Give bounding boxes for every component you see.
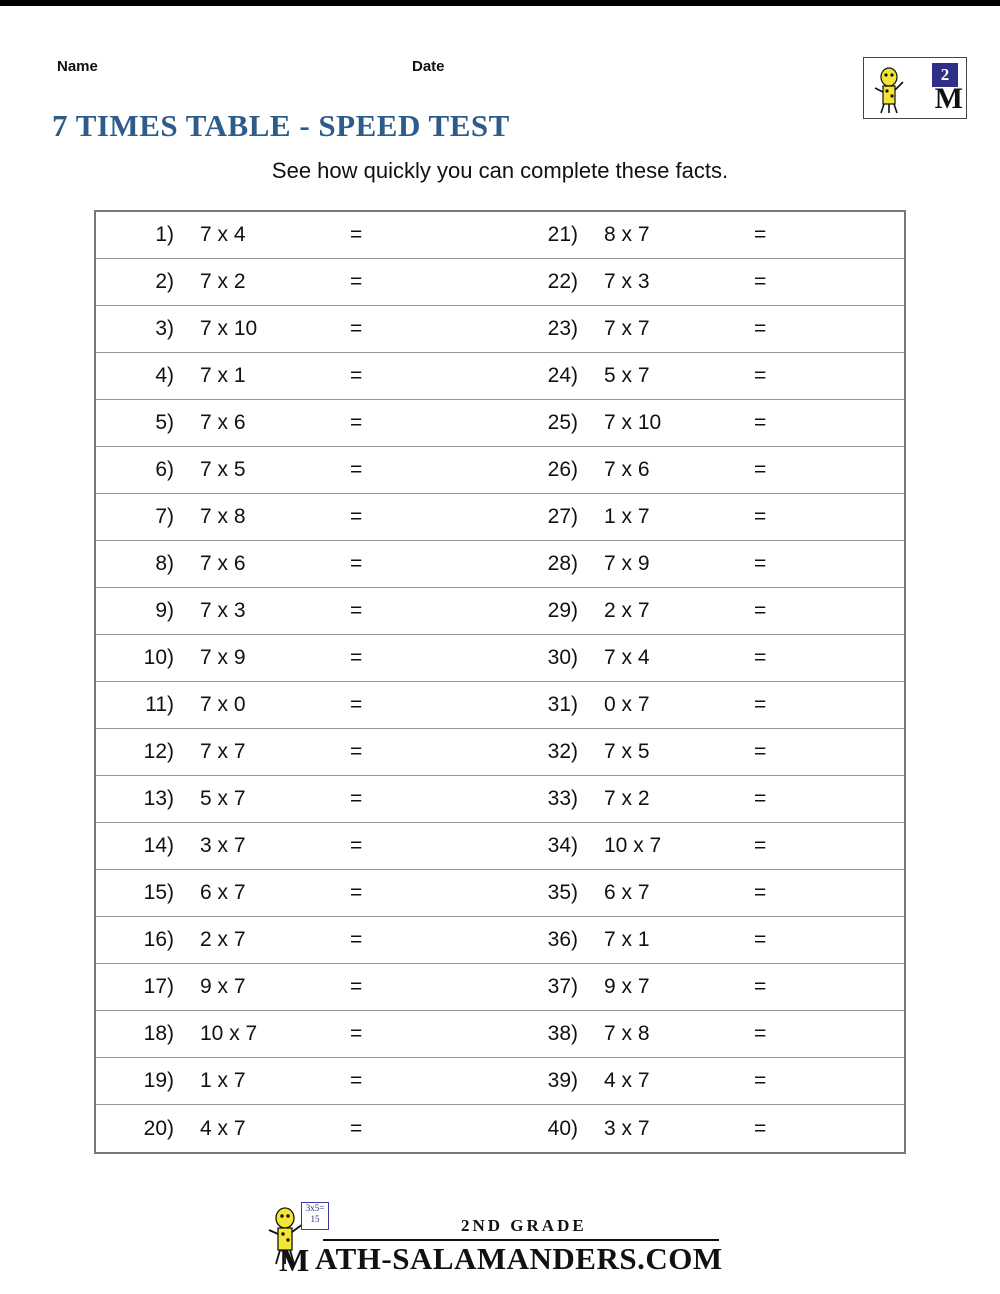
problem-cell bbox=[500, 447, 904, 493]
problem-number: 27) bbox=[547, 505, 578, 528]
problem-number: 2) bbox=[155, 270, 174, 293]
problem-number: 19) bbox=[143, 1069, 174, 1092]
equals-sign[interactable]: = bbox=[754, 881, 767, 904]
table-row bbox=[96, 447, 904, 494]
equals-sign[interactable]: = bbox=[754, 411, 767, 434]
problem-cell bbox=[96, 1058, 500, 1104]
problem-number: 3) bbox=[155, 317, 174, 340]
equals-sign[interactable]: = bbox=[754, 834, 767, 857]
equals-sign[interactable]: = bbox=[350, 881, 363, 904]
problem-number: 35) bbox=[547, 881, 578, 904]
problem-cell bbox=[96, 212, 500, 258]
problem-cell bbox=[96, 917, 500, 963]
problem-fact: 7 x 6 bbox=[200, 411, 246, 434]
problem-cell bbox=[500, 212, 904, 258]
problem-fact: 10 x 7 bbox=[604, 834, 662, 857]
table-row bbox=[96, 541, 904, 588]
problem-fact: 7 x 6 bbox=[200, 552, 246, 575]
problem-fact: 6 x 7 bbox=[200, 881, 246, 904]
problem-fact: 4 x 7 bbox=[200, 1116, 246, 1140]
problem-cell bbox=[500, 494, 904, 540]
equals-sign[interactable]: = bbox=[754, 505, 767, 528]
equals-sign[interactable]: = bbox=[754, 552, 767, 575]
problem-fact: 3 x 7 bbox=[200, 834, 246, 857]
problem-number: 24) bbox=[547, 364, 578, 387]
worksheet-header bbox=[0, 58, 1000, 88]
problem-fact: 7 x 3 bbox=[200, 599, 246, 622]
problem-number: 15) bbox=[143, 881, 174, 904]
problem-cell bbox=[96, 1011, 500, 1057]
equals-sign[interactable]: = bbox=[754, 787, 767, 810]
site-url: ATH-SALAMANDERS.COM bbox=[315, 1241, 723, 1276]
problem-number: 4) bbox=[155, 364, 174, 387]
problem-fact: 8 x 7 bbox=[604, 223, 650, 246]
problem-number: 26) bbox=[547, 458, 578, 481]
problem-cell bbox=[96, 870, 500, 916]
table-row bbox=[96, 1011, 904, 1058]
table-row bbox=[96, 212, 904, 259]
problem-cell bbox=[500, 682, 904, 728]
problem-fact: 7 x 3 bbox=[604, 270, 650, 293]
m-mark-icon: M bbox=[279, 1242, 307, 1278]
problem-fact: 5 x 7 bbox=[604, 364, 650, 387]
table-row bbox=[96, 494, 904, 541]
problem-cell bbox=[96, 588, 500, 634]
problem-fact: 7 x 4 bbox=[200, 223, 246, 246]
name-label: Name bbox=[57, 58, 98, 75]
problem-number: 5) bbox=[155, 411, 174, 434]
equals-sign[interactable]: = bbox=[754, 693, 767, 716]
equals-sign[interactable]: = bbox=[350, 552, 363, 575]
problem-number: 22) bbox=[547, 270, 578, 293]
problem-fact: 2 x 7 bbox=[200, 928, 246, 951]
problem-fact: 9 x 7 bbox=[604, 975, 650, 998]
problem-cell bbox=[500, 917, 904, 963]
problem-fact: 10 x 7 bbox=[200, 1022, 258, 1045]
equals-sign[interactable]: = bbox=[350, 1069, 363, 1092]
date-label: Date bbox=[412, 58, 445, 75]
problem-cell bbox=[500, 635, 904, 681]
problem-fact: 7 x 9 bbox=[200, 646, 246, 669]
problem-cell bbox=[96, 494, 500, 540]
equals-sign[interactable]: = bbox=[754, 364, 767, 387]
problem-number: 39) bbox=[547, 1069, 578, 1092]
problem-number: 28) bbox=[547, 552, 578, 575]
equals-sign[interactable]: = bbox=[350, 1116, 363, 1140]
equals-sign[interactable]: = bbox=[754, 740, 767, 763]
problem-number: 34) bbox=[547, 834, 578, 857]
table-row bbox=[96, 682, 904, 729]
problem-cell bbox=[500, 964, 904, 1010]
problem-cell bbox=[500, 1105, 904, 1152]
problem-cell bbox=[96, 776, 500, 822]
problem-fact: 7 x 1 bbox=[200, 364, 246, 387]
problem-number: 7) bbox=[155, 505, 174, 528]
problem-fact: 9 x 7 bbox=[200, 975, 246, 998]
problem-number: 33) bbox=[547, 787, 578, 810]
table-row bbox=[96, 870, 904, 917]
footer bbox=[0, 1196, 1000, 1288]
problem-fact: 7 x 10 bbox=[604, 411, 662, 434]
problem-number: 17) bbox=[143, 975, 174, 998]
problem-fact: 7 x 7 bbox=[200, 740, 246, 763]
problem-fact: 7 x 8 bbox=[604, 1022, 650, 1045]
table-row bbox=[96, 729, 904, 776]
equals-sign[interactable]: = bbox=[350, 505, 363, 528]
equals-sign[interactable]: = bbox=[754, 646, 767, 669]
problem-fact: 7 x 5 bbox=[604, 740, 650, 763]
salamander-mascot-icon bbox=[870, 64, 910, 114]
table-row bbox=[96, 353, 904, 400]
problem-number: 9) bbox=[155, 599, 174, 622]
equals-sign[interactable]: = bbox=[350, 599, 363, 622]
problem-cell bbox=[96, 1105, 500, 1152]
problem-cell bbox=[500, 729, 904, 775]
problem-fact: 1 x 7 bbox=[604, 505, 650, 528]
math-salamanders-logo bbox=[863, 57, 967, 119]
equals-sign[interactable]: = bbox=[754, 270, 767, 293]
equals-sign[interactable]: = bbox=[754, 1116, 767, 1140]
equals-sign[interactable]: = bbox=[350, 458, 363, 481]
problem-cell bbox=[500, 306, 904, 352]
equals-sign[interactable]: = bbox=[754, 1022, 767, 1045]
problem-cell bbox=[500, 541, 904, 587]
problem-number: 23) bbox=[547, 317, 578, 340]
problem-fact: 7 x 5 bbox=[200, 458, 246, 481]
problem-number: 38) bbox=[547, 1022, 578, 1045]
equals-sign[interactable]: = bbox=[350, 1022, 363, 1045]
problem-number: 16) bbox=[143, 928, 174, 951]
problem-fact: 7 x 6 bbox=[604, 458, 650, 481]
problem-cell bbox=[96, 259, 500, 305]
equals-sign[interactable]: = bbox=[350, 975, 363, 998]
problem-fact: 7 x 4 bbox=[604, 646, 650, 669]
problem-fact: 7 x 9 bbox=[604, 552, 650, 575]
equals-sign[interactable]: = bbox=[350, 270, 363, 293]
problem-number: 13) bbox=[143, 787, 174, 810]
table-row bbox=[96, 635, 904, 682]
table-row bbox=[96, 259, 904, 306]
equals-sign[interactable]: = bbox=[350, 223, 363, 246]
problem-fact: 7 x 8 bbox=[200, 505, 246, 528]
table-row bbox=[96, 306, 904, 353]
table-row bbox=[96, 1105, 904, 1152]
problem-number: 11) bbox=[145, 693, 174, 716]
table-row bbox=[96, 400, 904, 447]
grade-badge: 2 bbox=[932, 63, 958, 87]
problem-cell bbox=[96, 964, 500, 1010]
equals-sign[interactable]: = bbox=[350, 646, 363, 669]
problem-number: 25) bbox=[547, 411, 578, 434]
problem-fact: 7 x 2 bbox=[200, 270, 246, 293]
problem-number: 12) bbox=[143, 740, 174, 763]
equals-sign[interactable]: = bbox=[754, 928, 767, 951]
problem-cell bbox=[500, 1058, 904, 1104]
problem-cell bbox=[500, 353, 904, 399]
equals-sign[interactable]: = bbox=[350, 740, 363, 763]
problem-number: 20) bbox=[143, 1116, 174, 1140]
problem-number: 6) bbox=[155, 458, 174, 481]
table-row bbox=[96, 823, 904, 870]
problem-number: 29) bbox=[547, 599, 578, 622]
equals-sign[interactable]: = bbox=[350, 317, 363, 340]
problem-cell bbox=[500, 776, 904, 822]
equals-sign[interactable]: = bbox=[754, 975, 767, 998]
problem-fact: 0 x 7 bbox=[604, 693, 650, 716]
equals-sign[interactable]: = bbox=[754, 599, 767, 622]
table-row bbox=[96, 776, 904, 823]
equals-sign[interactable]: = bbox=[754, 317, 767, 340]
problem-number: 10) bbox=[143, 646, 174, 669]
problem-number: 40) bbox=[547, 1116, 578, 1140]
problem-cell bbox=[500, 823, 904, 869]
equals-sign[interactable]: = bbox=[754, 223, 767, 246]
problem-number: 32) bbox=[547, 740, 578, 763]
equals-sign[interactable]: = bbox=[350, 693, 363, 716]
problem-number: 21) bbox=[547, 223, 578, 246]
problem-fact: 5 x 7 bbox=[200, 787, 246, 810]
mini-equation-box bbox=[301, 1202, 329, 1230]
problem-fact: 3 x 7 bbox=[604, 1116, 650, 1140]
problem-cell bbox=[500, 259, 904, 305]
problems-table bbox=[94, 210, 906, 1154]
problem-cell bbox=[500, 870, 904, 916]
problem-fact: 7 x 0 bbox=[200, 693, 246, 716]
problem-cell bbox=[96, 400, 500, 446]
problem-number: 1) bbox=[155, 223, 174, 246]
problem-cell bbox=[500, 1011, 904, 1057]
problem-fact: 6 x 7 bbox=[604, 881, 650, 904]
problem-number: 14) bbox=[143, 834, 174, 857]
mini-equation-line2: 15 bbox=[310, 1214, 320, 1224]
problem-fact: 7 x 1 bbox=[604, 928, 650, 951]
problem-cell bbox=[96, 635, 500, 681]
equals-sign[interactable]: = bbox=[350, 787, 363, 810]
problem-cell bbox=[96, 729, 500, 775]
equals-sign[interactable]: = bbox=[350, 364, 363, 387]
problem-fact: 1 x 7 bbox=[200, 1069, 246, 1092]
problem-cell bbox=[500, 588, 904, 634]
problem-cell bbox=[96, 306, 500, 352]
page-subtitle: See how quickly you can complete these facts. bbox=[271, 158, 729, 183]
equals-sign[interactable]: = bbox=[350, 834, 363, 857]
problem-cell bbox=[96, 682, 500, 728]
problem-number: 36) bbox=[547, 928, 578, 951]
problem-cell bbox=[96, 353, 500, 399]
table-row bbox=[96, 917, 904, 964]
problem-cell bbox=[96, 447, 500, 493]
problem-number: 18) bbox=[143, 1022, 174, 1045]
table-row bbox=[96, 588, 904, 635]
page-title: 7 TIMES TABLE - SPEED TEST bbox=[52, 108, 510, 143]
m-mark-icon: M bbox=[934, 82, 960, 115]
mini-equation-line1: 3x5= bbox=[305, 1203, 325, 1213]
problem-fact: 4 x 7 bbox=[604, 1069, 650, 1092]
problem-cell bbox=[96, 541, 500, 587]
problem-fact: 2 x 7 bbox=[604, 599, 650, 622]
problem-number: 31) bbox=[547, 693, 578, 716]
problem-number: 30) bbox=[547, 646, 578, 669]
problem-number: 37) bbox=[547, 975, 578, 998]
top-rule bbox=[0, 0, 1000, 6]
table-row bbox=[96, 964, 904, 1011]
problem-cell bbox=[96, 823, 500, 869]
problem-cell bbox=[500, 400, 904, 446]
equals-sign[interactable]: = bbox=[350, 411, 363, 434]
equals-sign[interactable]: = bbox=[754, 458, 767, 481]
equals-sign[interactable]: = bbox=[754, 1069, 767, 1092]
problem-fact: 7 x 7 bbox=[604, 317, 650, 340]
table-row bbox=[96, 1058, 904, 1105]
problem-fact: 7 x 10 bbox=[200, 317, 258, 340]
problem-number: 8) bbox=[155, 552, 174, 575]
problem-fact: 7 x 2 bbox=[604, 787, 650, 810]
equals-sign[interactable]: = bbox=[350, 928, 363, 951]
grade-label: 2ND GRADE bbox=[461, 1216, 587, 1235]
